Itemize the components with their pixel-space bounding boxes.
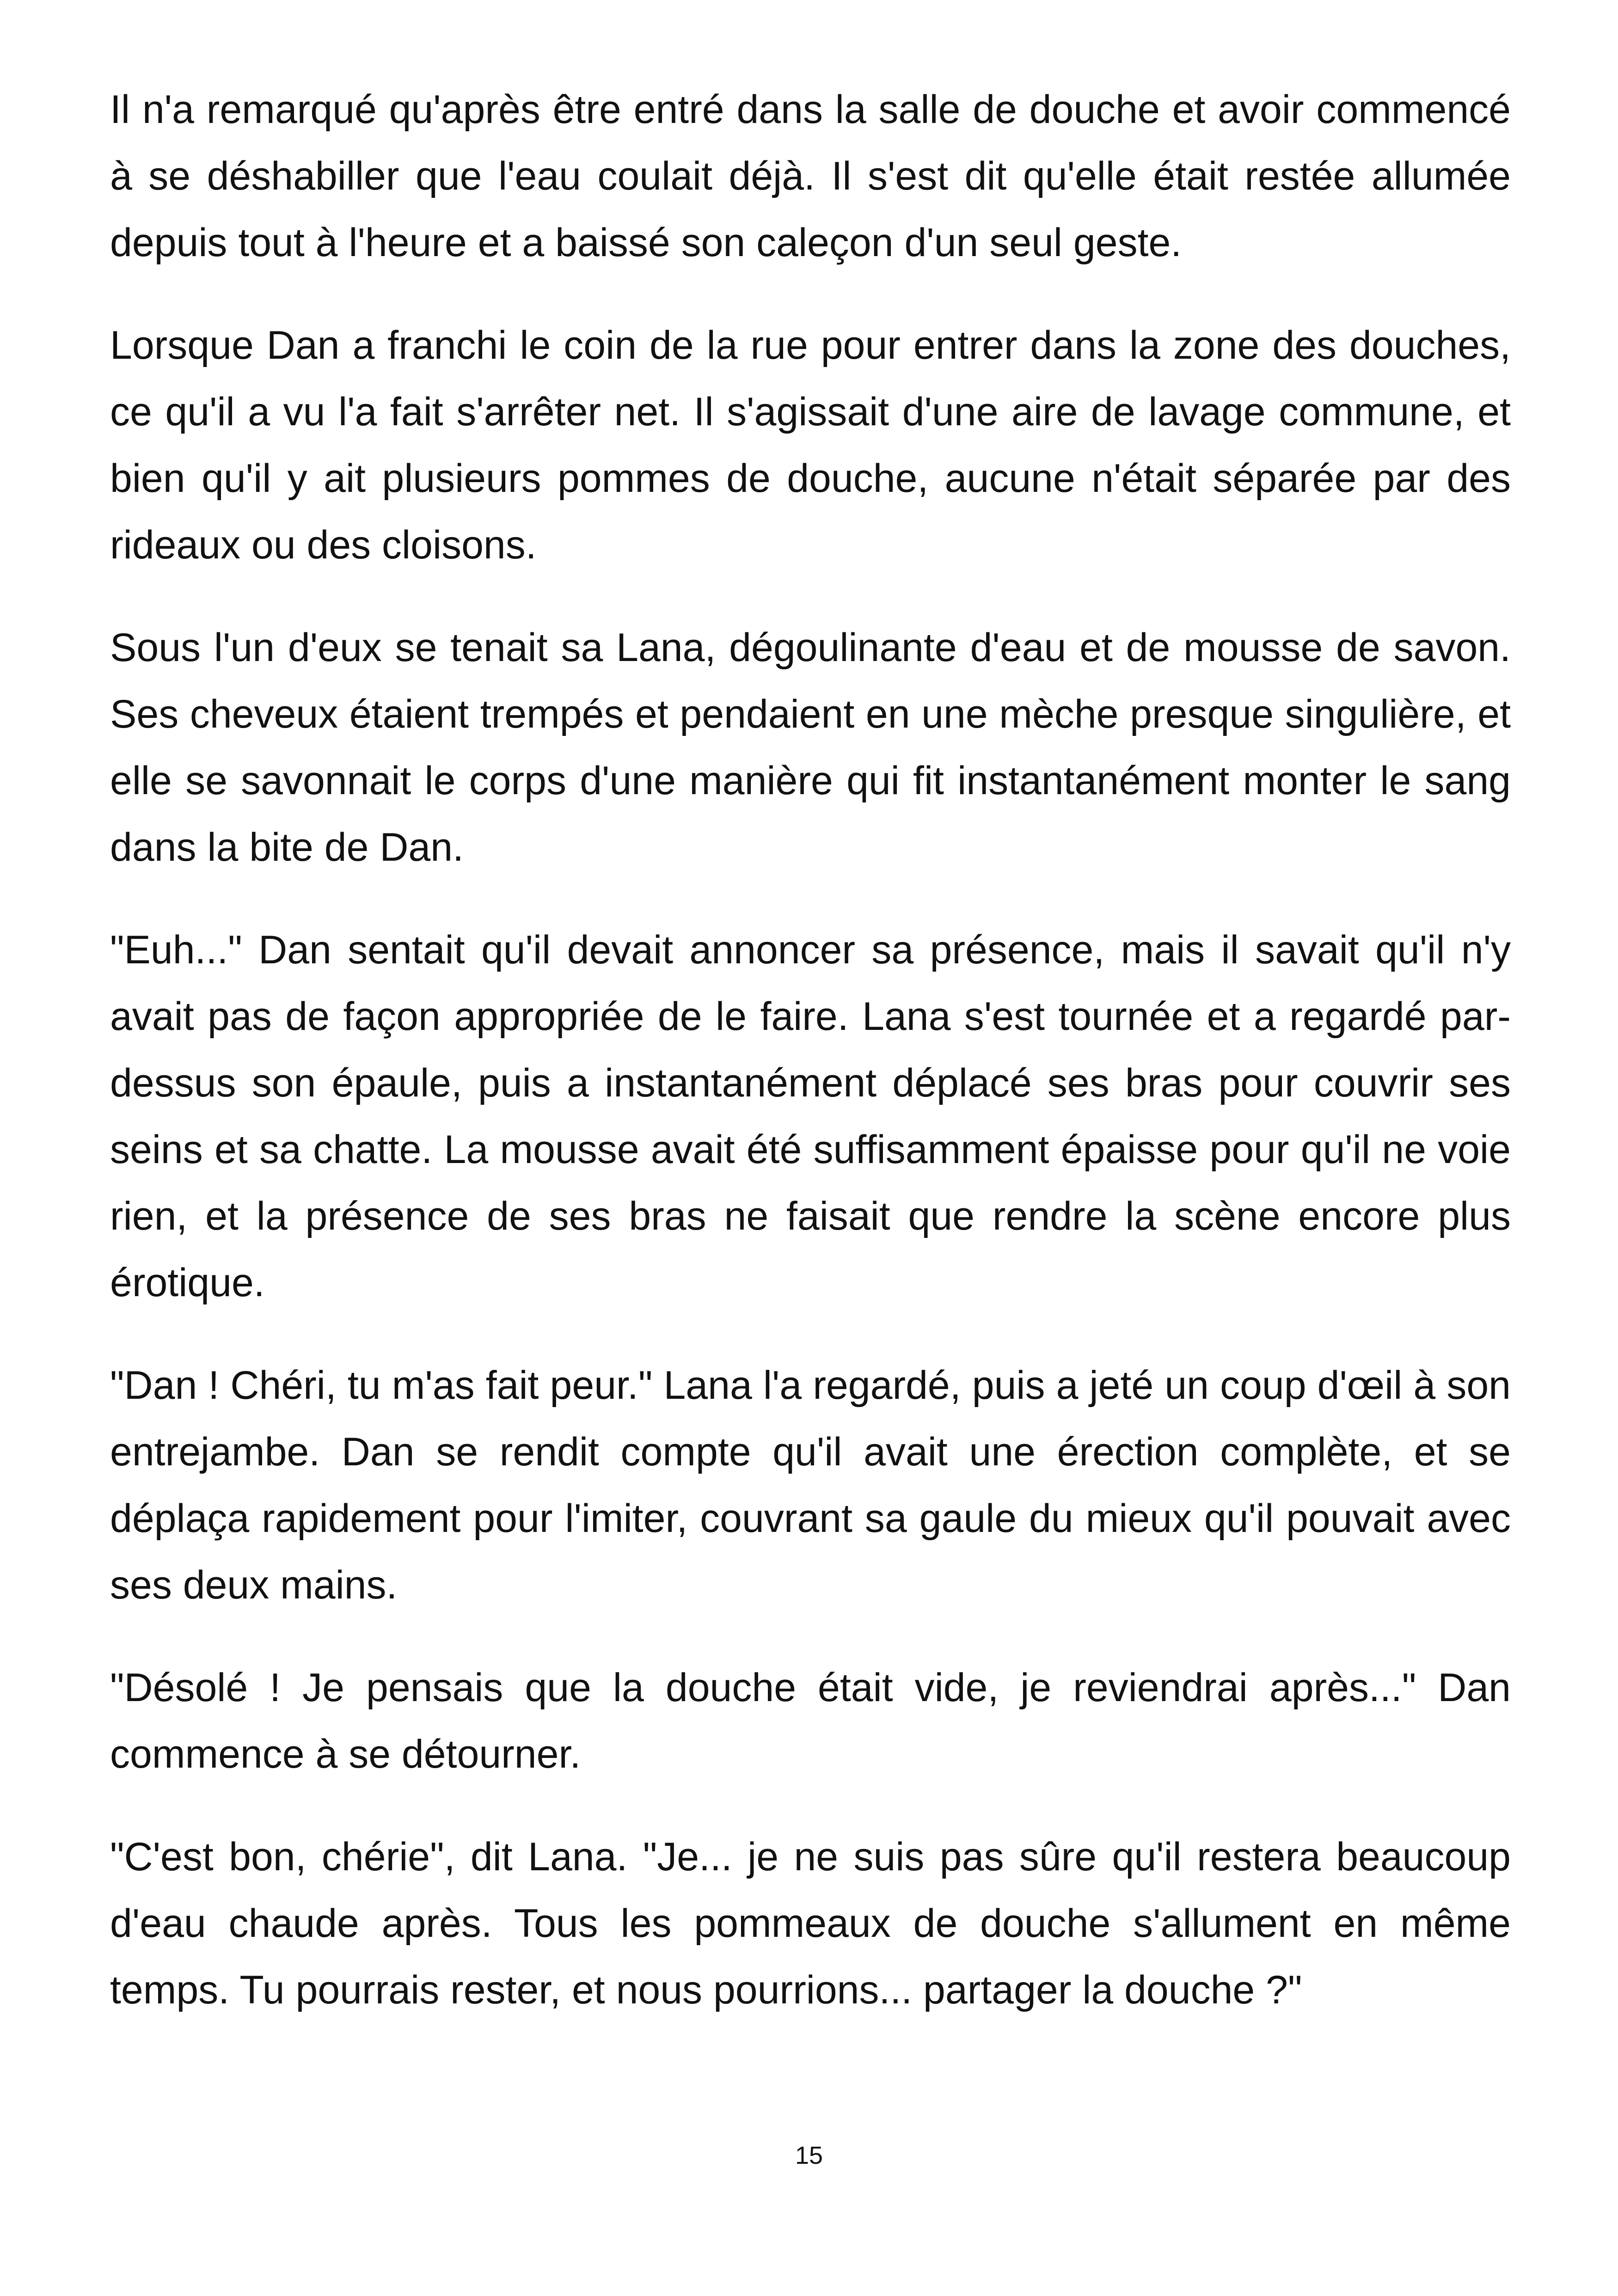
- document-body: [110, 76, 1511, 2059]
- paragraph: Il n'a remarqué qu'après être entré dans la salle de douche et avoir commencé à se déshabiller que l'eau coulait déjà. Il s'est dit qu'elle était restée allumée depuis tout à l'heure et a baissé son caleçon d'un seul geste.: [110, 87, 1511, 265]
- paragraph: "Euh..." Dan sentait qu'il devait annoncer sa présence, mais il savait qu'il n'y avait pas de façon appropriée de le faire. Lana s'est tournée et a regardé par-dessus son épaule, puis a instantanément déplacé ses bras pour couvrir ses seins et sa chatte. La mousse avait été suffisamment épaisse pour qu'il ne voie rien, et la présence de ses bras ne faisait que rendre la scène encore plus érotique.: [110, 928, 1511, 1305]
- page-number: 15: [795, 2142, 823, 2169]
- paragraph: Lorsque Dan a franchi le coin de la rue pour entrer dans la zone des douches, ce qu'il a vu l'a fait s'arrêter net. Il s'agissait d'une aire de lavage commune, et bien qu'il y ait plusieurs pommes de douche, aucune n'était séparée par des rideaux ou des cloisons.: [110, 323, 1511, 567]
- paragraph: "C'est bon, chérie", dit Lana. "Je... je ne suis pas sûre qu'il restera beaucoup d'eau chaude après. Tous les pommeaux de douche s'allument en même temps. Tu pourrais rester, et nous pourrions... partager la douche ?": [110, 1835, 1511, 2012]
- paragraph: Sous l'un d'eux se tenait sa Lana, dégoulinante d'eau et de mousse de savon. Ses cheveux étaient trempés et pendaient en une mèche presque singulière, et elle se savonnait le corps d'une manière qui fit instantanément monter le sang dans la bite de Dan.: [110, 625, 1511, 869]
- paragraph: "Dan ! Chéri, tu m'as fait peur." Lana l'a regardé, puis a jeté un coup d'œil à son entrejambe. Dan se rendit compte qu'il avait une érection complète, et se déplaça rapidement pour l'imiter, couvrant sa gaule du mieux qu'il pouvait avec ses deux mains.: [110, 1363, 1511, 1607]
- paragraph: "Désolé ! Je pensais que la douche était vide, je reviendrai après..." Dan commence à se détourner.: [110, 1665, 1511, 1776]
